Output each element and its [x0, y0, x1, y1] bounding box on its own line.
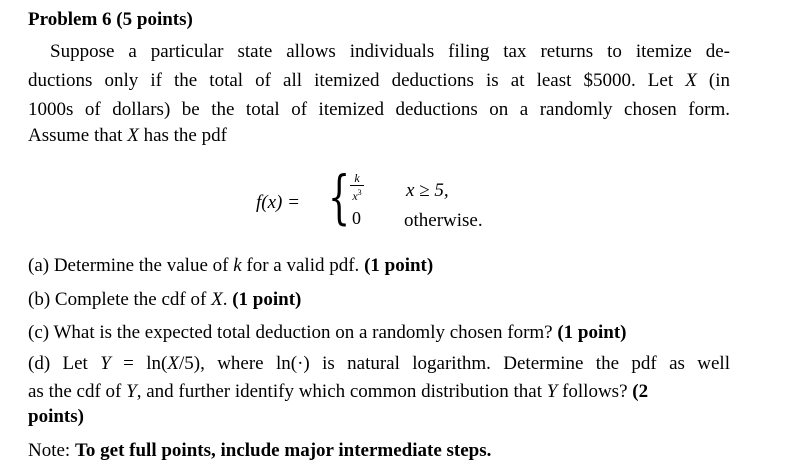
intro-line-2 — [28, 70, 730, 92]
question-b-points: (1 point) — [232, 289, 302, 310]
variable-x: X — [167, 353, 179, 374]
question-d-points-a: (2 — [632, 381, 649, 402]
pdf-formula — [256, 163, 516, 242]
variable-x: X — [685, 70, 697, 91]
question-d-line-2 — [28, 381, 648, 403]
intro-line-4 — [28, 125, 730, 147]
question-c-text: (c) What is the expected total deduction on a randomly chosen form? — [28, 322, 558, 343]
fraction-numerator: k — [354, 171, 360, 185]
question-a-text-2: for a valid pdf. — [241, 255, 365, 276]
question-b-text-2: . — [222, 289, 233, 310]
question-d-line-2-a: as the cdf of — [28, 381, 127, 402]
formula-lhs: f(x) = — [256, 192, 300, 213]
variable-x: X — [211, 289, 223, 310]
intro-line-2-a: ductions only if the total of all itemized deductions is at least $5000. Let — [28, 70, 686, 91]
fraction-bar — [350, 185, 364, 186]
left-brace: { — [328, 163, 351, 231]
denominator-base: x — [352, 189, 358, 203]
fraction-denominator — [350, 187, 364, 202]
intro-line-2-b: (in — [696, 70, 730, 91]
question-a-points: (1 point) — [364, 255, 434, 276]
variable-y: Y — [126, 381, 137, 402]
intro-line-4-a: Assume that — [28, 125, 128, 146]
note-label: Note: — [28, 440, 75, 461]
question-c-points: (1 point) — [557, 322, 627, 343]
question-d-line-3 — [28, 406, 84, 428]
question-c — [28, 322, 627, 344]
question-d-line-2-c: follows? — [557, 381, 633, 402]
note — [28, 440, 491, 462]
problem-heading: Problem 6 (5 points) — [28, 9, 193, 30]
formula-zero: 0 — [352, 208, 361, 228]
question-d-text-c: /5), where ln(·) is natural logarithm. Determine the pdf as well — [178, 353, 730, 374]
question-a-text: (a) Determine the value of — [28, 255, 234, 276]
intro-line-4-b: has the pdf — [138, 125, 227, 146]
question-d-points-b: points) — [28, 406, 84, 427]
variable-y: Y — [546, 381, 558, 402]
formula-case-1: x ≥ 5, — [406, 180, 449, 201]
question-d-text-a: (d) Let — [28, 353, 101, 374]
question-d-line-1 — [28, 353, 730, 375]
question-d-line-2-b: , and further identify which common distribution that — [136, 381, 547, 402]
denominator-exponent: 3 — [357, 188, 362, 197]
question-d-text-b: = ln( — [110, 353, 168, 374]
note-text: To get full points, include major intermediate steps. — [74, 440, 492, 461]
question-b-text: (b) Complete the cdf of — [28, 289, 212, 310]
variable-x: X — [127, 125, 139, 146]
formula-case-2: otherwise. — [404, 210, 483, 231]
variable-k: k — [233, 255, 242, 276]
question-a — [28, 255, 433, 277]
intro-line-1: Suppose a particular state allows individuals filing tax returns to itemize de- — [50, 41, 730, 62]
question-b — [28, 289, 301, 311]
variable-y: Y — [100, 353, 111, 374]
intro-line-3: 1000s of dollars) be the total of itemized deductions on a randomly chosen form. — [28, 99, 730, 120]
fraction-k-over-x-cubed — [350, 172, 364, 202]
